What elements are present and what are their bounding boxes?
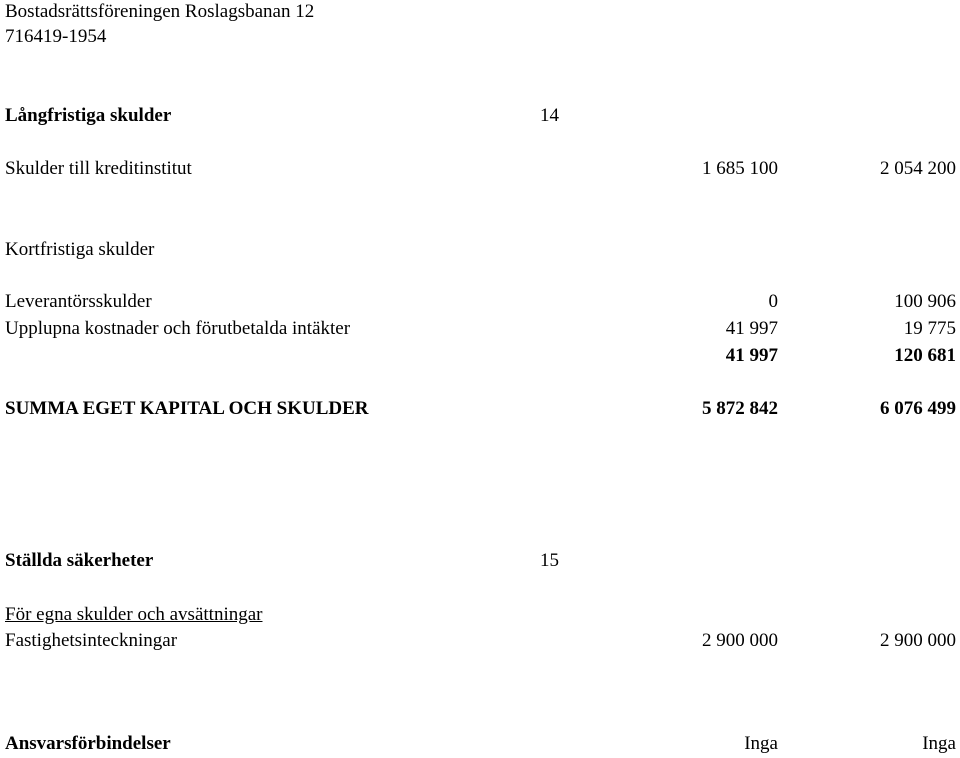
pledged-heading: Ställda säkerheter (5, 550, 154, 571)
contingent-label: Ansvarsförbindelser (5, 733, 171, 754)
long-term-heading: Långfristiga skulder (5, 105, 172, 126)
org-number: 716419-1954 (5, 26, 107, 47)
grand-total-previous: 6 076 499 (880, 398, 956, 419)
previous-year-value: 2 054 200 (880, 158, 956, 179)
previous-year-value: 19 775 (903, 318, 956, 339)
row-label: Upplupna kostnader och förutbetalda intäkter (5, 318, 351, 339)
subtotal-current: 41 997 (725, 345, 778, 366)
previous-year-value: 100 906 (894, 291, 956, 312)
org-name: Bostadsrättsföreningen Roslagsbanan 12 (5, 1, 315, 22)
contingent-previous: Inga (922, 733, 956, 754)
pledged-note-ref: 15 (540, 550, 559, 571)
row-label: Skulder till kreditinstitut (5, 158, 192, 179)
previous-year-value: 2 900 000 (880, 630, 956, 651)
short-term-heading: Kortfristiga skulder (5, 239, 155, 260)
pledged-subheading: För egna skulder och avsättningar (5, 604, 263, 625)
current-year-value: 41 997 (725, 318, 778, 339)
contingent-current: Inga (744, 733, 778, 754)
grand-total-current: 5 872 842 (702, 398, 778, 419)
current-year-value: 2 900 000 (702, 630, 778, 651)
current-year-value: 1 685 100 (702, 158, 778, 179)
row-label: Leverantörsskulder (5, 291, 152, 312)
grand-total-label: SUMMA EGET KAPITAL OCH SKULDER (5, 398, 369, 419)
long-term-note-ref: 14 (540, 105, 559, 126)
current-year-value: 0 (768, 291, 778, 312)
subtotal-previous: 120 681 (894, 345, 956, 366)
row-label: Fastighetsinteckningar (5, 630, 178, 651)
